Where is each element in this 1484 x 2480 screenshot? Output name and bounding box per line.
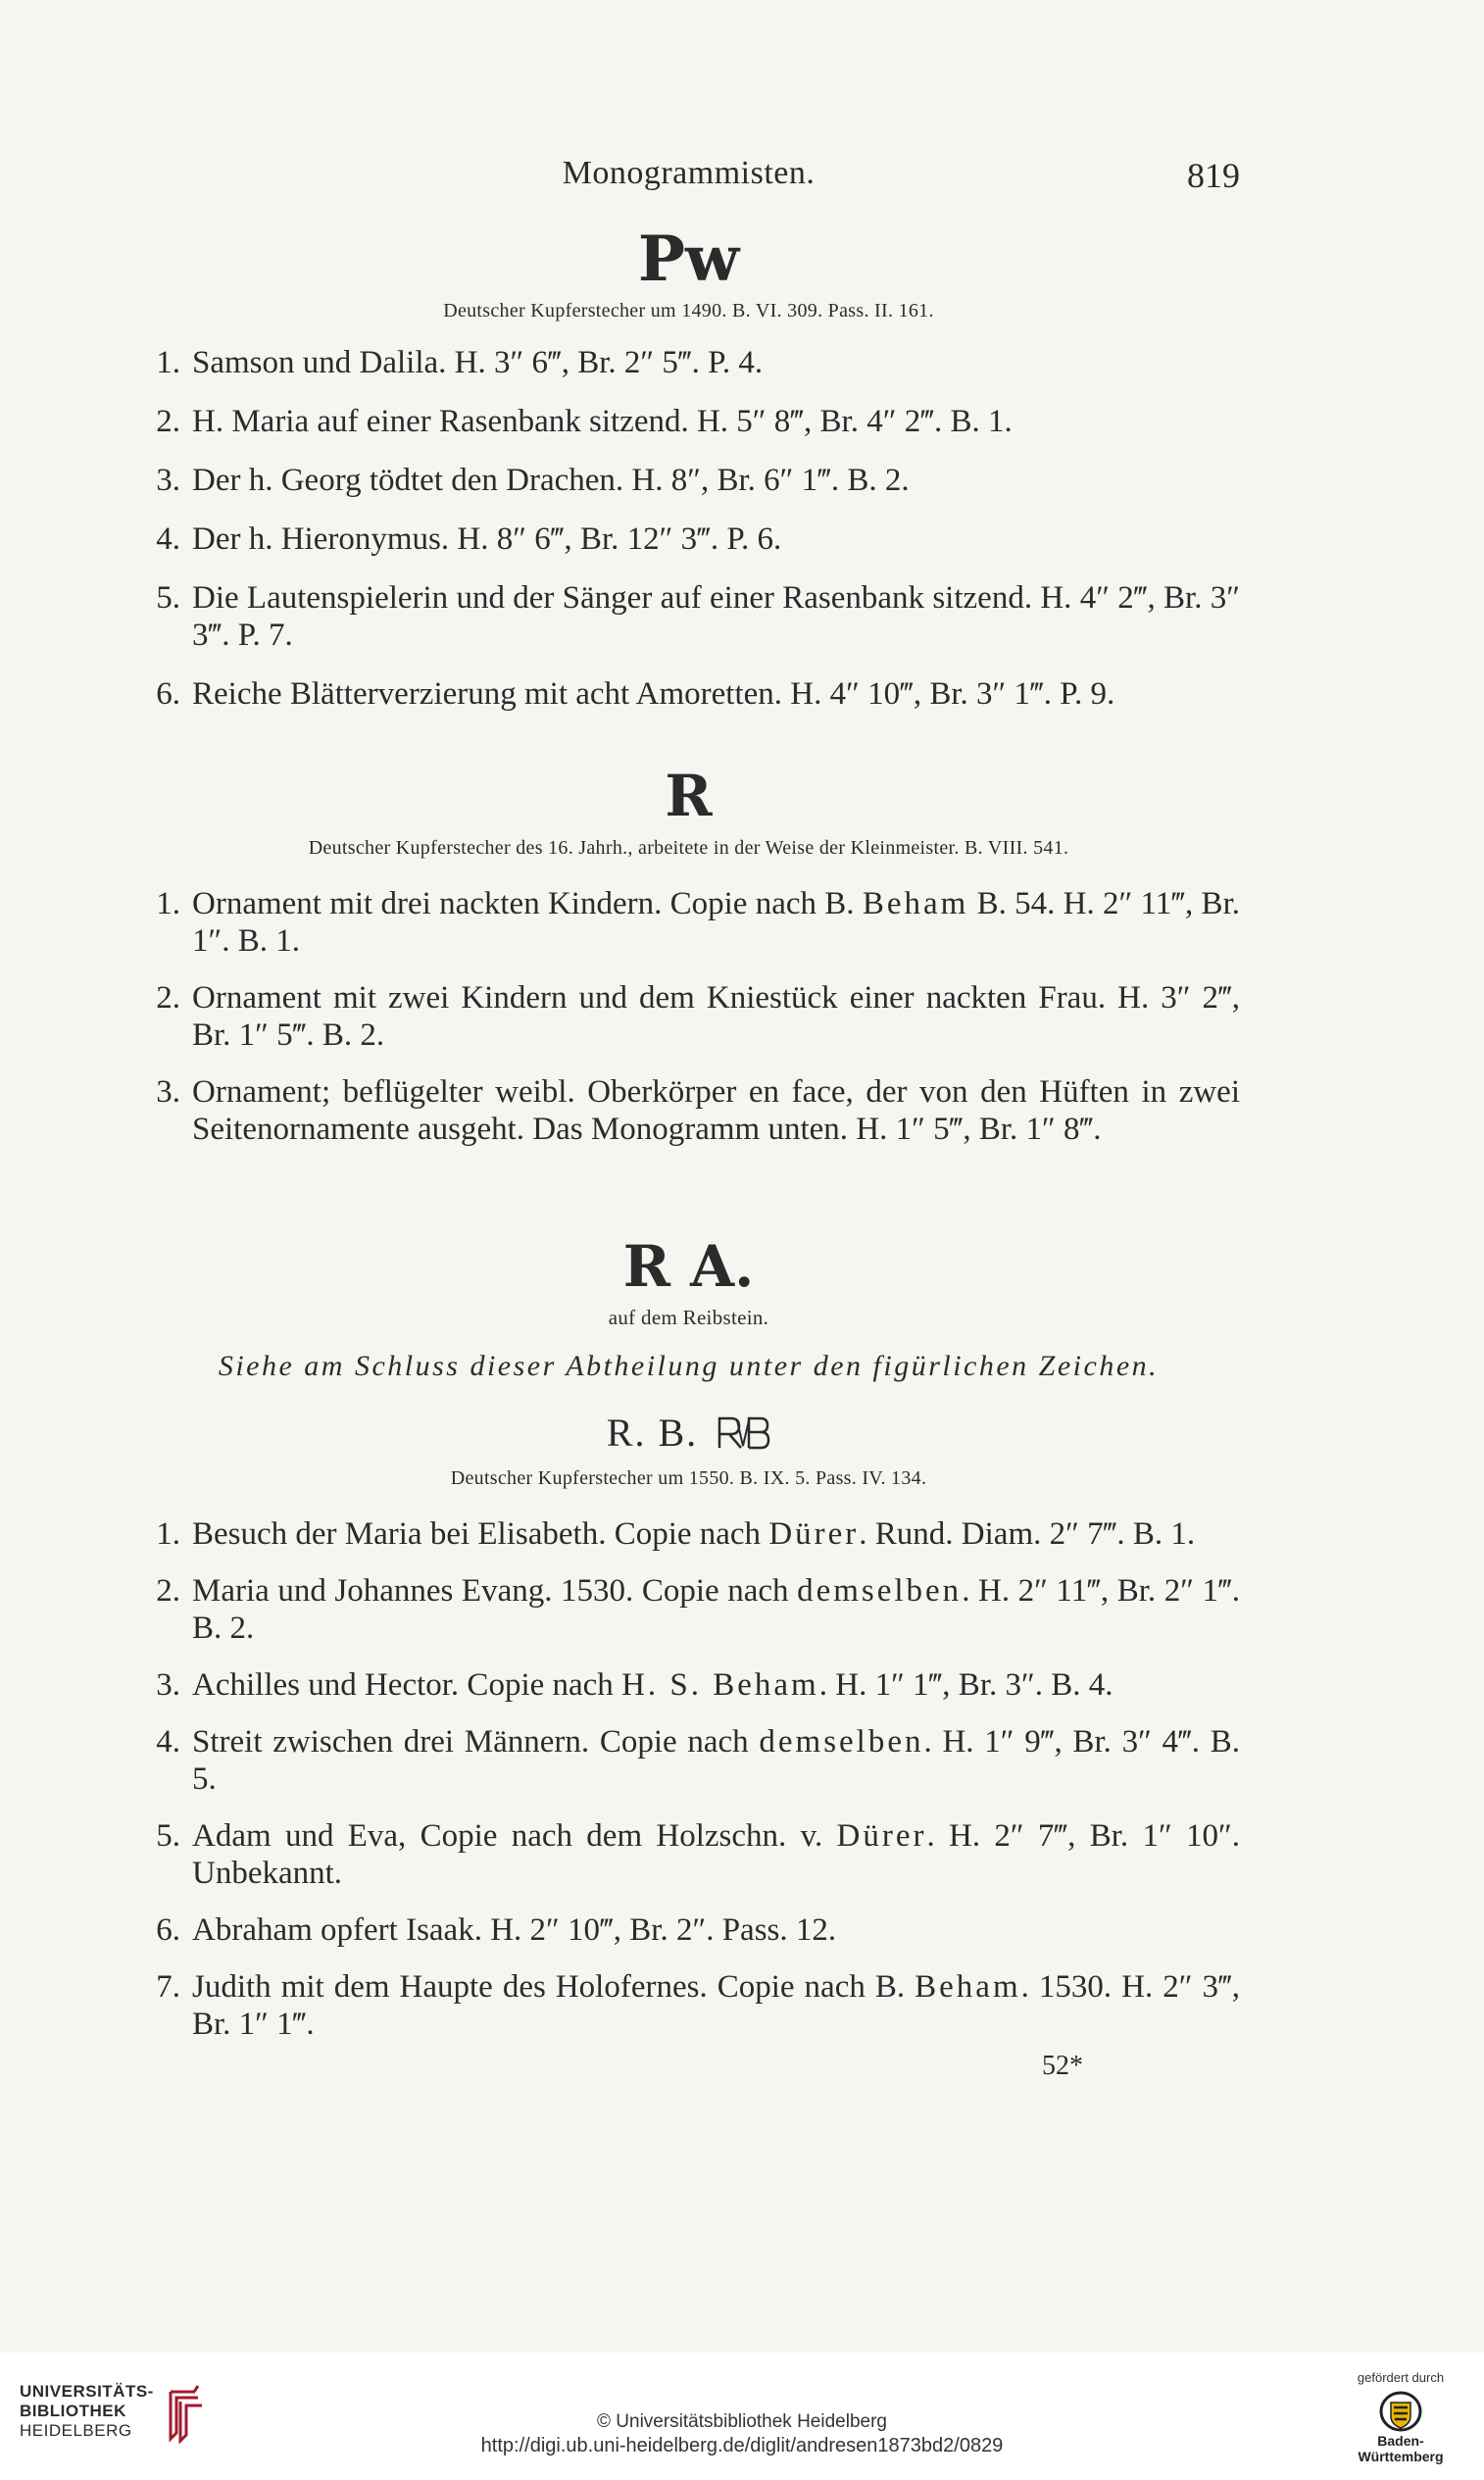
section-ra xyxy=(137,1233,1240,1383)
list-item xyxy=(137,1515,1240,1553)
entry-text-after: B. 54. H. 2″ 11‴, Br. 1″. B. 1. xyxy=(192,886,1240,959)
entry-number: 1. xyxy=(156,345,180,380)
running-title: Monogrammisten. xyxy=(562,155,816,191)
sheet-signature: 52* xyxy=(1042,2051,1083,2081)
entry-text-after: . H. 2″ 11‴, Br. 2″ 1‴. B. 2. xyxy=(192,1573,1241,1646)
entry-number: 1. xyxy=(156,886,180,921)
section-heading xyxy=(137,1410,1240,1456)
copyright-notice: © Universitätsbibliothek Heidelberg xyxy=(597,2411,887,2432)
entry-number: 4. xyxy=(156,1724,180,1760)
entry-text-before: Besuch der Maria bei Elisabeth. Copie nach xyxy=(192,1516,769,1552)
list-item xyxy=(137,462,1240,499)
viewer-footer xyxy=(0,2353,1484,2480)
entry-number: 1. xyxy=(156,1516,180,1552)
entry-text-before: Streit zwischen drei Männern. Copie nach xyxy=(192,1724,760,1760)
entry-number: 5. xyxy=(156,580,180,616)
funder-name: Baden-Württemberg xyxy=(1358,2433,1444,2464)
entry-number: 6. xyxy=(156,1912,180,1948)
section-caption: auf dem Reibstein. xyxy=(608,1306,769,1329)
entry-text-after: . 1530. H. 2″ 3‴, Br. 1″ 1‴. xyxy=(192,1969,1240,2042)
artist-name: demselben xyxy=(759,1724,924,1760)
section-pw xyxy=(137,223,1240,713)
entry-number: 3. xyxy=(156,1667,180,1703)
entry-number: 2. xyxy=(156,404,180,439)
artist-name: H. S. Beham xyxy=(621,1667,819,1703)
entry-text-after: . Rund. Diam. 2″ 7‴. B. 1. xyxy=(859,1516,1196,1552)
library-logo-line: HEIDELBERG xyxy=(20,2421,132,2440)
entry-text-before: Judith mit dem Haupte des Holofernes. Copie nach B. xyxy=(192,1969,915,2005)
list-item xyxy=(137,1723,1240,1798)
section-caption: Deutscher Kupferstecher um 1550. B. IX. 5. Pass. IV. 134. xyxy=(450,1467,927,1489)
entry-number: 6. xyxy=(156,676,180,712)
entry-text: Ornament; beflügelter weibl. Oberkörper en face, der von den Hüften in zwei Seitenornamente ausgeht. Das Monogramm unten. H. 1″ 5‴, Br. 1″ 8‴. xyxy=(192,1074,1240,1147)
cross-reference-note: Siehe am Schluss dieser Abtheilung unter den figürlichen Zeichen. xyxy=(218,1350,1160,1382)
monogram-ra: R A. xyxy=(622,1233,755,1300)
entry-number: 2. xyxy=(156,1573,180,1609)
entry-number: 7. xyxy=(156,1969,180,2005)
entry-number: 5. xyxy=(156,1818,180,1854)
list-item xyxy=(137,344,1240,381)
library-logo-line: UNIVERSITÄTS- xyxy=(20,2382,154,2401)
list-item xyxy=(137,1666,1240,1704)
library-logo-line: BIBLIOTHEK xyxy=(20,2402,126,2420)
list-item xyxy=(137,675,1240,713)
entry-number: 3. xyxy=(156,463,180,498)
funded-by-label: gefördert durch xyxy=(1357,2370,1445,2385)
permalink[interactable]: http://digi.ub.uni-heidelberg.de/diglit/andresen1873bd2/0829 xyxy=(480,2435,1004,2456)
list-item xyxy=(137,403,1240,440)
entry-number: 4. xyxy=(156,521,180,557)
entry-text: Der h. Georg tödtet den Drachen. H. 8″, Br. 6″ 1‴. B. 2. xyxy=(192,463,910,498)
list-item xyxy=(137,1968,1240,2043)
list-item xyxy=(137,979,1240,1054)
artist-name: Beham xyxy=(862,886,969,921)
section-caption: Deutscher Kupferstecher um 1490. B. VI. 309. Pass. II. 161. xyxy=(443,300,934,322)
artist-name: Beham xyxy=(915,1969,1021,2005)
list-item xyxy=(137,579,1240,654)
section-rb xyxy=(137,1410,1240,2082)
entry-text-before: Maria und Johannes Evang. 1530. Copie nach xyxy=(192,1573,798,1609)
section-caption: Deutscher Kupferstecher des 16. Jahrh., arbeitete in der Weise der Kleinmeister. B. VIII. 541. xyxy=(308,837,1069,859)
entry-number: 2. xyxy=(156,980,180,1016)
entry-text-before: Ornament mit drei nackten Kindern. Copie nach B. xyxy=(192,886,863,921)
entry-text: H. Maria auf einer Rasenbank sitzend. H. 5″ 8‴, Br. 4″ 2‴. B. 1. xyxy=(192,404,1013,439)
artist-name: Dürer xyxy=(836,1818,927,1854)
monogram-r: R xyxy=(665,763,713,829)
running-head xyxy=(137,155,1240,198)
entry-text: Abraham opfert Isaak. H. 2″ 10‴, Br. 2″. Pass. 12. xyxy=(192,1912,837,1948)
artist-name: demselben xyxy=(797,1573,963,1609)
entry-text: Samson und Dalila. H. 3″ 6‴, Br. 2″ 5‴. P. 4. xyxy=(192,345,764,380)
entry-text-after: . H. 1″ 1‴, Br. 3″. B. 4. xyxy=(818,1667,1113,1703)
entry-text-before: Adam und Eva, Copie nach dem Holzschn. v. xyxy=(192,1818,837,1854)
entry-text: Reiche Blätterverzierung mit acht Amoretten. H. 4″ 10‴, Br. 3″ 1‴. P. 9. xyxy=(192,676,1115,712)
entry-text: Der h. Hieronymus. H. 8″ 6‴, Br. 12″ 3‴. P. 6. xyxy=(192,521,782,557)
rb-heading-text: R. B. xyxy=(606,1411,699,1455)
funder-logo[interactable] xyxy=(1337,2370,1464,2468)
list-item xyxy=(137,1911,1240,1949)
list-item xyxy=(137,885,1240,960)
section-r xyxy=(137,763,1240,1148)
list-item xyxy=(137,1073,1240,1148)
rb-monogram-icon xyxy=(716,1413,770,1452)
list-item xyxy=(137,1572,1240,1647)
list-item xyxy=(137,1817,1240,1892)
page-number: 819 xyxy=(1187,156,1240,195)
entry-text-after: . H. 1″ 9‴, Br. 3″ 4‴. B. 5. xyxy=(192,1724,1241,1797)
entry-text-before: Achilles und Hector. Copie nach xyxy=(192,1667,622,1703)
entry-text-after: . H. 2″ 7‴, Br. 1″ 10″. Unbekannt. xyxy=(192,1818,1240,1891)
entry-number: 3. xyxy=(156,1074,180,1110)
monogram-pw: Pw xyxy=(637,223,740,296)
entry-text: Die Lautenspielerin und der Sänger auf einer Rasenbank sitzend. H. 4″ 2‴, Br. 3″ 3‴. P. 7. xyxy=(192,580,1240,653)
list-item xyxy=(137,521,1240,558)
state-coat-of-arms-icon xyxy=(1378,2389,1423,2434)
entry-text: Ornament mit zwei Kindern und dem Kniestück einer nackten Frau. H. 3″ 2‴, Br. 1″ 5‴. B. 2. xyxy=(192,980,1240,1053)
artist-name: Dürer xyxy=(768,1516,860,1552)
